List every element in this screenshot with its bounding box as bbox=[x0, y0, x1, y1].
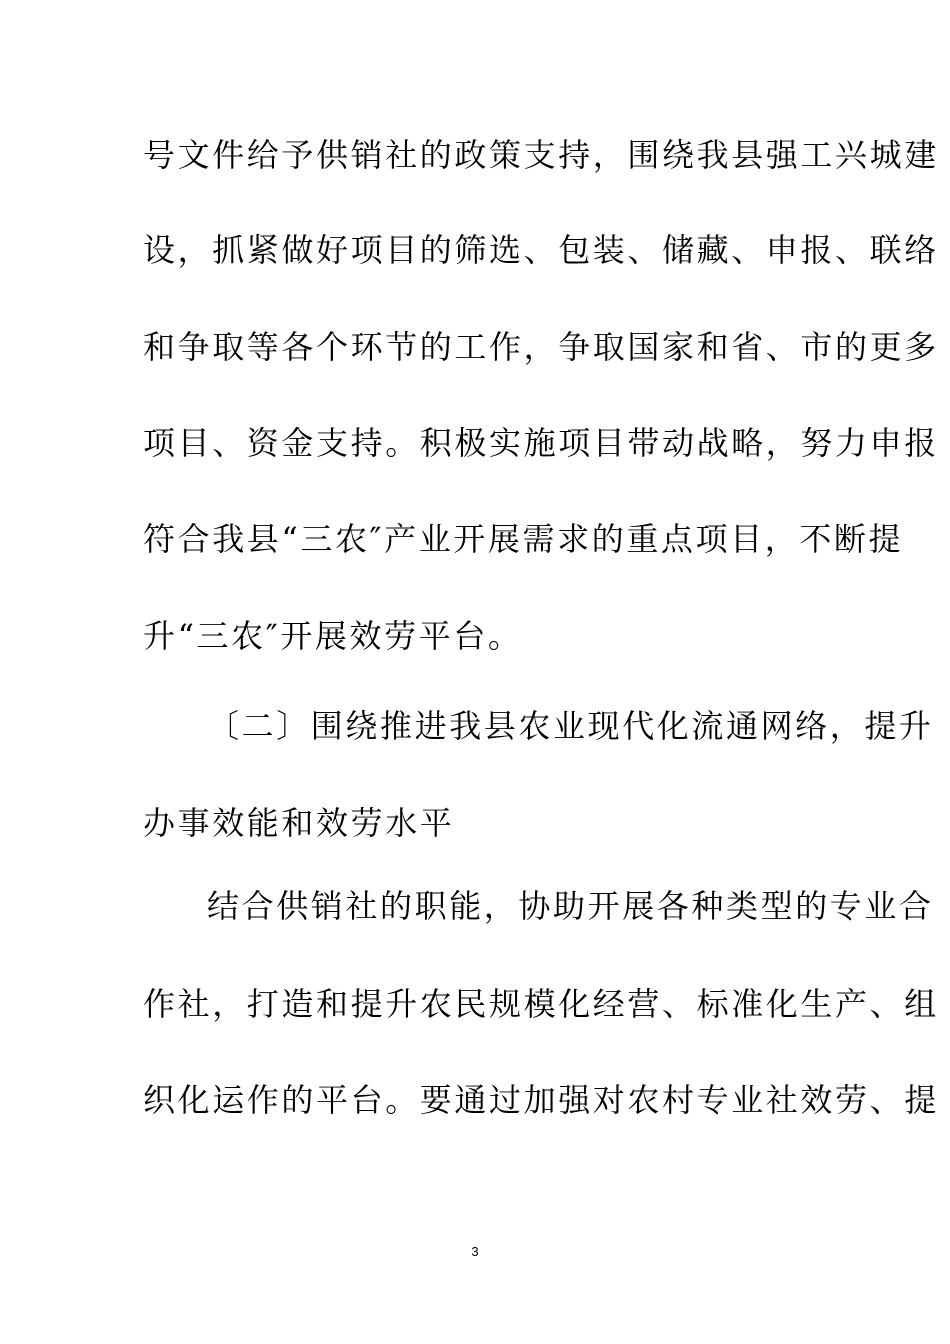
body-line-1: 号文件给予供销社的政策支持，围绕我县强工兴城建 bbox=[143, 136, 939, 174]
paragraph-line-2: 作社，打造和提升农民规模化经营、标准化生产、组 bbox=[143, 985, 939, 1023]
body-line-4: 项目、资金支持。积极实施项目带动战略，努力申报 bbox=[143, 424, 939, 462]
body-line-5: 符合我县“三农″产业开展需求的重点项目，不断提 bbox=[143, 520, 904, 558]
section-heading-line-2: 办事效能和效劳水平 bbox=[143, 804, 455, 842]
body-line-3: 和争取等各个环节的工作，争取国家和省、市的更多 bbox=[143, 328, 939, 366]
paragraph-line-1: 结合供销社的职能，协助开展各种类型的专业合 bbox=[207, 887, 934, 925]
page-number: 3 bbox=[471, 1244, 479, 1259]
body-line-2: 设，抓紧做好项目的筛选、包装、储藏、申报、联络 bbox=[143, 231, 939, 269]
body-line-6: 升“三农″开展效劳平台。 bbox=[143, 617, 523, 655]
section-heading-line-1: 〔二〕围绕推进我县农业现代化流通网络，提升 bbox=[207, 707, 934, 745]
paragraph-line-3: 织化运作的平台。要通过加强对农村专业社效劳、提 bbox=[143, 1081, 939, 1119]
